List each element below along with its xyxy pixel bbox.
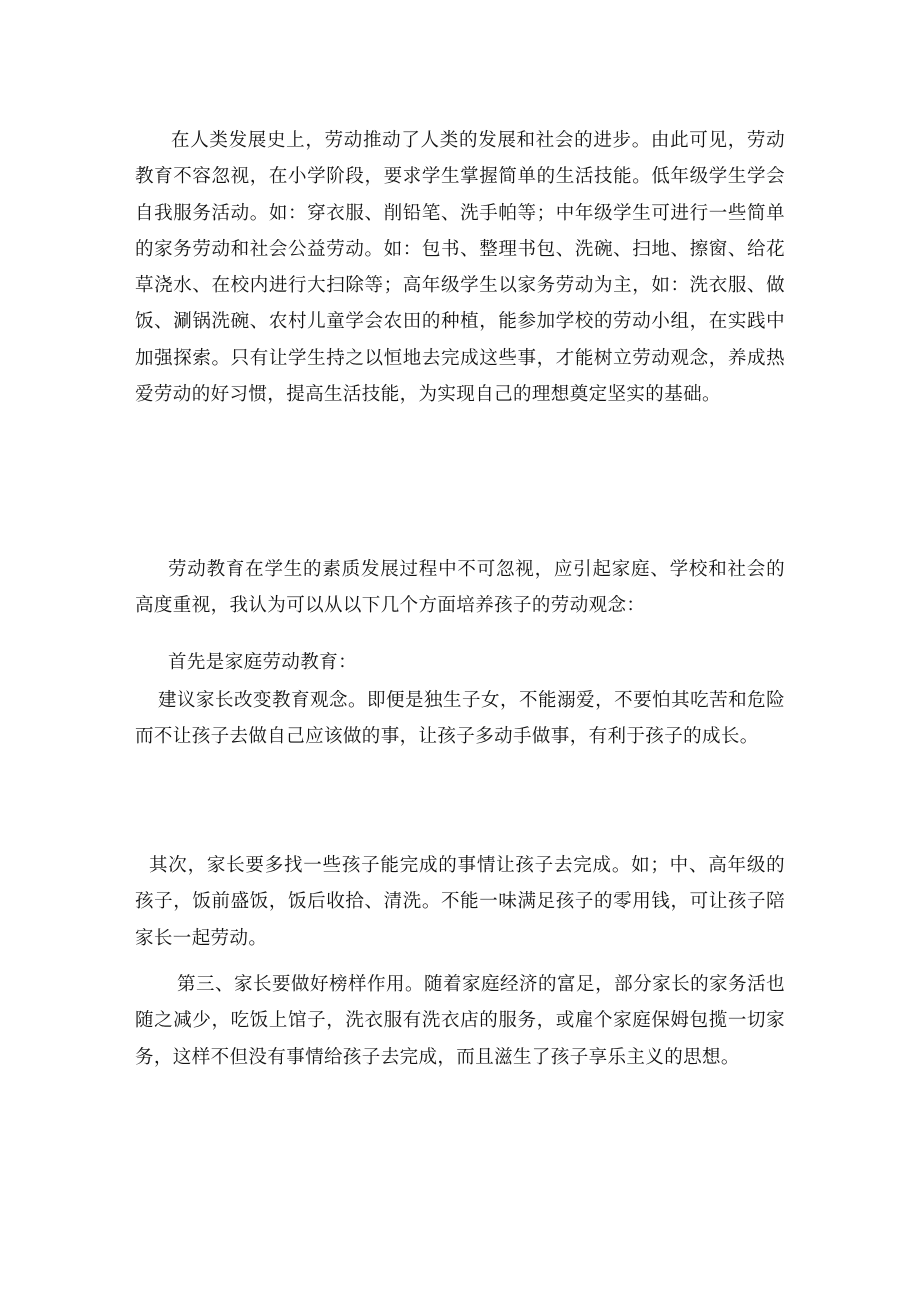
paragraph-labor-history: 在人类发展史上，劳动推动了人类的发展和社会的进步。由此可见，劳动教育不容忽视，在小学阶段，要求学生掌握简单的生活技能。低年级学生学会自我服务活动。如：穿衣服、削铅笔、洗手帕等；中年级学生可进行一些简单的家务劳动和社会公益劳动。如：包书、整理书包、洗碗、扫地、擦窗、给花草浇水、在校内进行大扫除等；高年级学生以家务劳动为主，如：洗衣服、做饭、涮锅洗碗、农村儿童学会农田的种植，能参加学校的劳动小组，在实践中加强探索。只有让学生持之以恒地去完成这些事，才能树立劳动观念，养成热爱劳动的好习惯，提高生活技能，为实现自己的理想奠定坚实的基础。: [135, 130, 785, 406]
paragraph-family-education-heading: 首先是家庭劳动教育：: [168, 652, 358, 673]
paragraph-second-point: 其次，家长要多找一些孩子能完成的事情让孩子去完成。如；中、高年级的孩子，饭前盛饭，饭后收拾、清洗。不能一味满足孩子的零用钱，可让孩子陪家长一起劳动。: [135, 855, 785, 949]
paragraph-parent-concept: 建议家长改变教育观念。即便是独生子女，不能溺爱，不要怕其吃苦和危险而不让孩子去做自己应该做的事，让孩子多动手做事，有利于孩子的成长。: [135, 690, 785, 748]
paragraph-third-point: 第三、家长要做好榜样作用。随着家庭经济的富足，部分家长的家务活也随之减少，吃饭上馆子，洗衣服有洗衣店的服务，或雇个家庭保姆包揽一切家务，这样不但没有事情给孩子去完成，而且滋生了孩子享乐主义的思想。: [135, 974, 785, 1068]
paragraph-labor-education-importance: 劳动教育在学生的素质发展过程中不可忽视，应引起家庭、学校和社会的高度重视，我认为可以从以下几个方面培养孩子的劳动观念：: [135, 559, 785, 617]
